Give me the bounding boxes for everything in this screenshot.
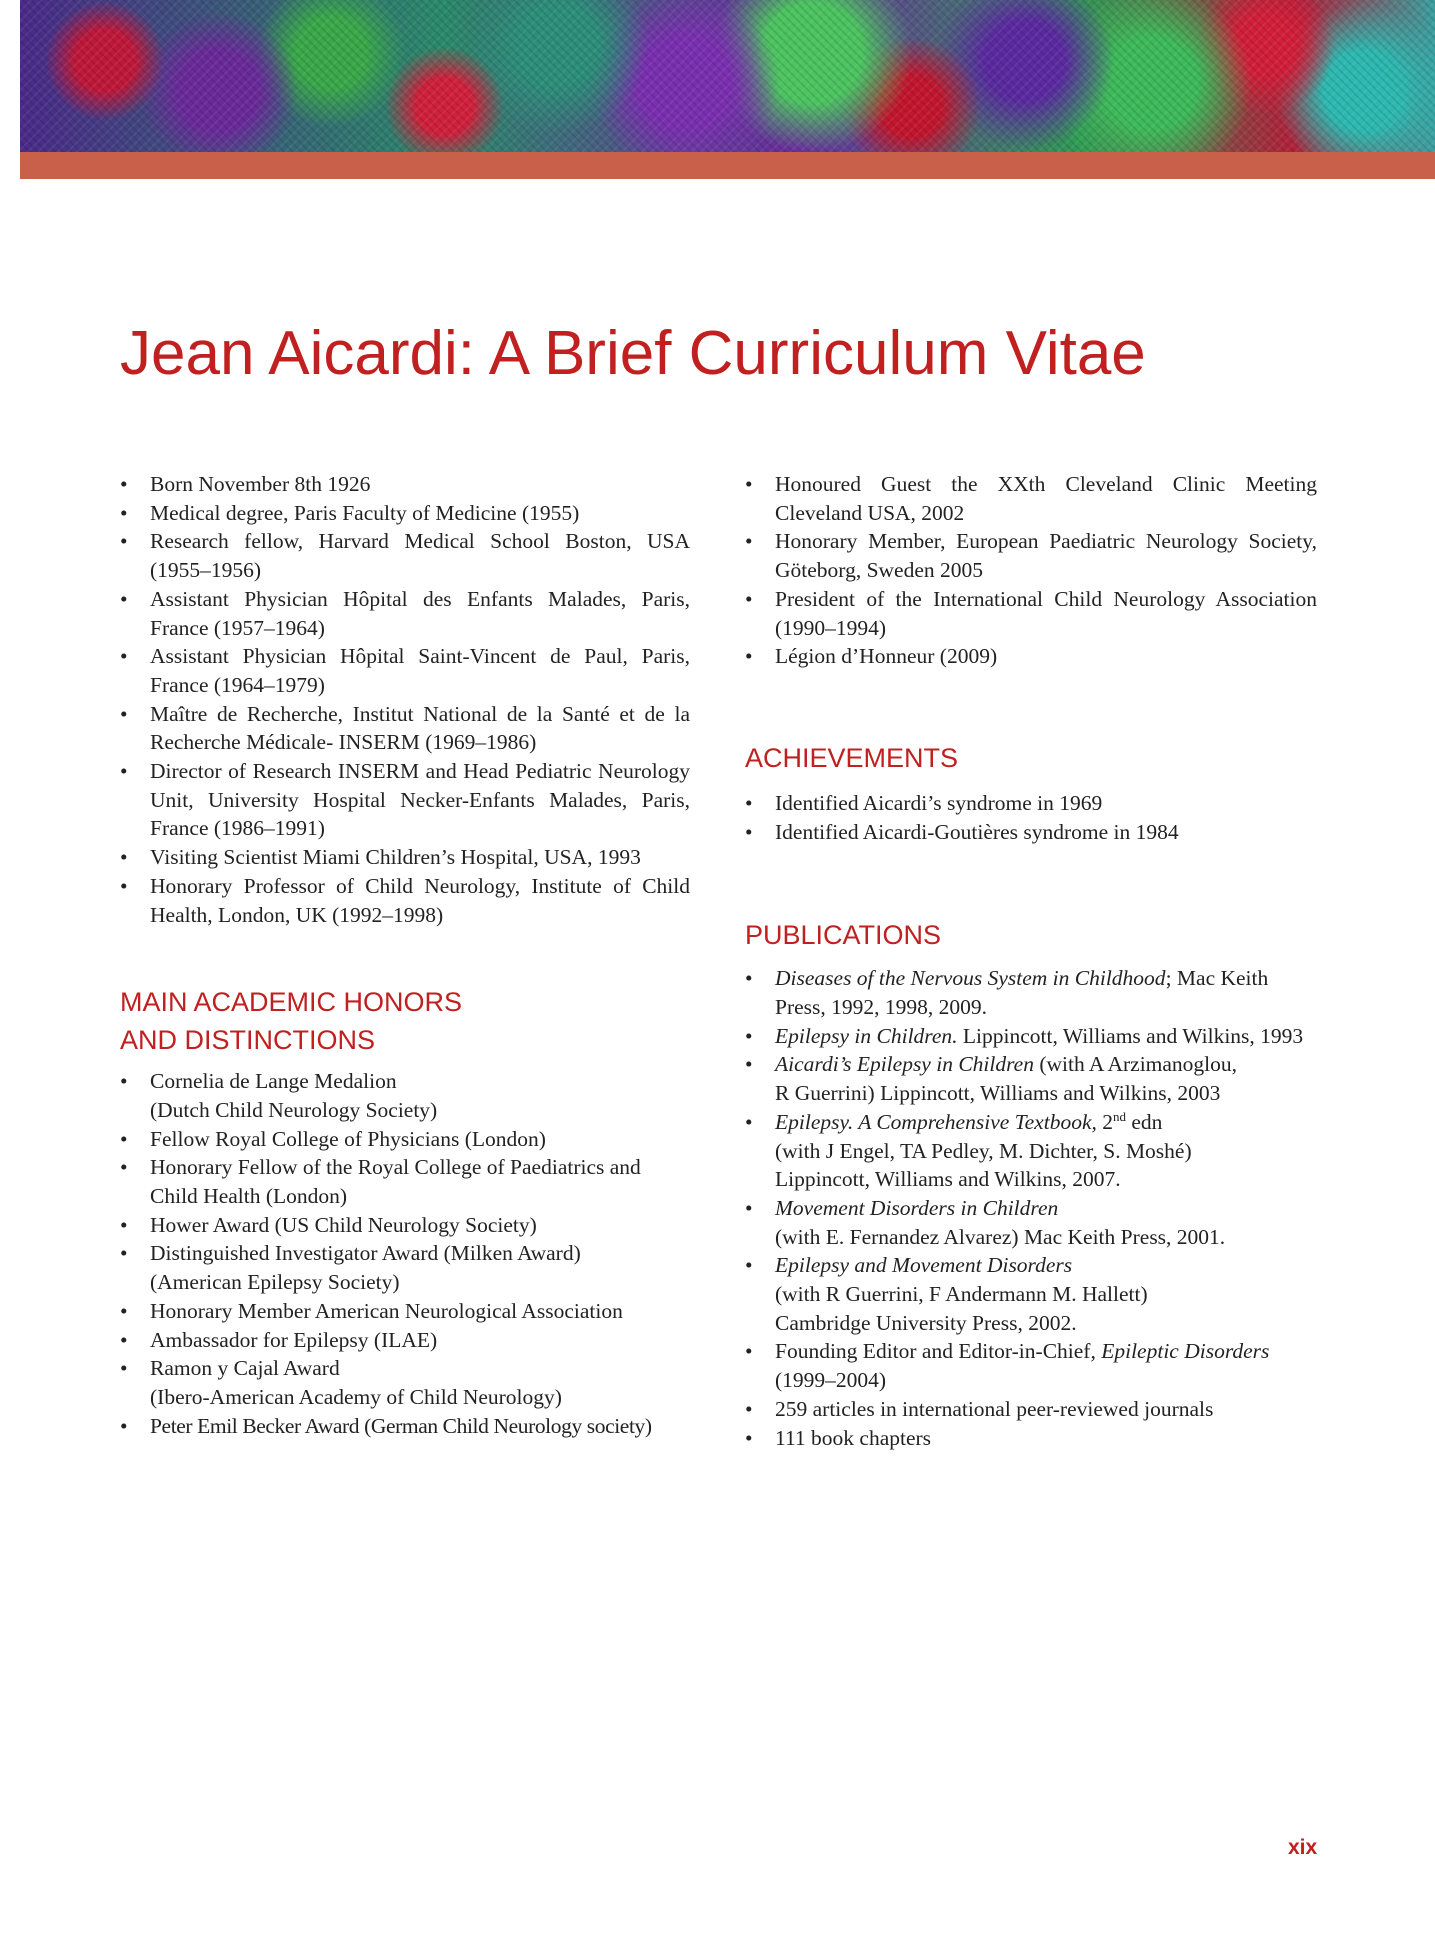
- list-item: [120, 1067, 690, 1124]
- item-line: Cambridge University Press, 2002.: [775, 1310, 1077, 1335]
- item-line: [775, 1194, 1317, 1223]
- item-line: [775, 1108, 1317, 1137]
- list-item: • Honoured Guest the XXth Cleveland Clinic Meeting Cleveland USA, 2002: [745, 470, 1317, 527]
- item-text: (with A Arzimanoglou,: [1033, 1052, 1238, 1077]
- item-line: (American Epilepsy Society): [150, 1270, 400, 1295]
- item-line: [775, 1022, 1317, 1051]
- item-line: [775, 964, 1317, 993]
- item-line: • Hower Award (US Child Neurology Society): [150, 1212, 537, 1237]
- list-item: [120, 1297, 690, 1326]
- publications-list: [745, 964, 1317, 1452]
- item-line: [775, 1050, 1317, 1079]
- list-item: • Honorary Member, European Paediatric Neurology Society, Göteborg, Sweden 2005: [745, 527, 1317, 584]
- item-line: • Honorary Fellow of the Royal College of Paediatrics and: [150, 1155, 641, 1180]
- book-title: Movement Disorders in Children: [775, 1195, 1059, 1220]
- item-line: • 259 articles in international peer-reviewed journals: [775, 1396, 1214, 1421]
- right-column: [745, 470, 1317, 1452]
- list-item: • Identified Aicardi’s syndrome in 1969: [745, 789, 1317, 818]
- item-line: Press, 1992, 1998, 2009.: [775, 995, 988, 1020]
- superscript: nd: [1113, 1108, 1126, 1124]
- item-line: R Guerrini) Lippincott, Williams and Wilkins, 2003: [775, 1081, 1221, 1106]
- list-item: • Assistant Physician Hôpital Saint-Vincent de Paul, Paris, France (1964–1979): [120, 642, 690, 699]
- list-item: • Assistant Physician Hôpital des Enfants Malades, Paris, France (1957–1964): [120, 585, 690, 642]
- list-item: • Identified Aicardi-Goutières syndrome in 1984: [745, 818, 1317, 847]
- list-item: • Visiting Scientist Miami Children’s Hospital, USA, 1993: [120, 843, 690, 872]
- item-text: ; Mac Keith: [1165, 966, 1269, 991]
- book-title: Epilepsy. A Comprehensive Textbook,: [775, 1109, 1097, 1134]
- item-text: Founding Editor and Editor-in-Chief,: [775, 1339, 1102, 1364]
- item-line: • Cornelia de Lange Medalion: [150, 1069, 397, 1094]
- list-item: [120, 1326, 690, 1355]
- item-line: [775, 1337, 1317, 1366]
- list-item: [745, 1108, 1317, 1194]
- item-line: • Fellow Royal College of Physicians (London): [150, 1126, 546, 1151]
- list-item: • Medical degree, Paris Faculty of Medicine (1955): [120, 499, 690, 528]
- item-text: edn: [1126, 1109, 1163, 1134]
- item-line: • Ramon y Cajal Award: [150, 1356, 340, 1381]
- item-text: 2: [1096, 1109, 1113, 1134]
- page-title: Jean Aicardi: A Brief Curriculum Vitae: [120, 319, 1146, 388]
- list-item: [745, 1395, 1317, 1424]
- item-line: (with R Guerrini, F Andermann M. Hallett): [775, 1282, 1148, 1307]
- list-item: • Légion d’Honneur (2009): [745, 642, 1317, 671]
- item-line: (with J Engel, TA Pedley, M. Dichter, S. Moshé): [775, 1138, 1192, 1163]
- list-item: [120, 1239, 690, 1296]
- list-item: [120, 1153, 690, 1210]
- header-stripe: [20, 152, 1435, 179]
- item-line: • Peter Emil Becker Award (German Child Neurology society): [150, 1413, 652, 1438]
- list-item: [120, 1354, 690, 1411]
- career-list: [120, 470, 690, 929]
- journal-title: Epileptic Disorders: [1101, 1339, 1270, 1364]
- achievements-heading: ACHIEVEMENTS: [745, 742, 959, 773]
- book-title: Epilepsy in Children.: [775, 1023, 958, 1048]
- honors-continued-list: [745, 470, 1317, 671]
- item-line: Lippincott, Williams and Wilkins, 2007.: [775, 1167, 1121, 1192]
- item-text: Lippincott, Williams and Wilkins, 1993: [957, 1023, 1304, 1048]
- item-line: [775, 1251, 1317, 1280]
- item-line: (Ibero-American Academy of Child Neurology): [150, 1384, 562, 1409]
- item-line: (Dutch Child Neurology Society): [150, 1097, 438, 1122]
- book-title: Aicardi’s Epilepsy in Children: [775, 1052, 1034, 1077]
- list-item: • Maître de Recherche, Institut National de la Santé et de la Recherche Médicale- INSERM (1969–1986): [120, 700, 690, 757]
- list-item: • President of the International Child Neurology Association (1990–1994): [745, 585, 1317, 642]
- item-line: (1999–2004): [775, 1368, 887, 1393]
- list-item: [745, 1424, 1317, 1453]
- item-line: • Ambassador for Epilepsy (ILAE): [150, 1327, 438, 1352]
- publications-heading: PUBLICATIONS: [745, 920, 942, 951]
- left-column: [120, 470, 690, 1440]
- list-item: • Research fellow, Harvard Medical School Boston, USA (1955–1956): [120, 527, 690, 584]
- list-item: [745, 964, 1317, 1021]
- list-item: [120, 1412, 690, 1441]
- honors-list: [120, 1067, 690, 1440]
- honors-heading: [120, 983, 690, 1059]
- item-line: • Distinguished Investigator Award (Milken Award): [150, 1241, 581, 1266]
- list-item: [745, 1251, 1317, 1337]
- item-line: (with E. Fernandez Alvarez) Mac Keith Press, 2001.: [775, 1224, 1226, 1249]
- list-item: [120, 1211, 690, 1240]
- page-number: xix: [1288, 1836, 1318, 1859]
- list-item: • Director of Research INSERM and Head Pediatric Neurology Unit, University Hospital Necker-Enfants Malades, Paris, France (1986–1991): [120, 757, 690, 843]
- list-item: • Honorary Professor of Child Neurology, Institute of Child Health, London, UK (1992–1998): [120, 872, 690, 929]
- header-banner-image: [20, 0, 1435, 152]
- item-line: Child Health (London): [150, 1184, 348, 1209]
- list-item: [745, 1022, 1317, 1051]
- list-item: [745, 1194, 1317, 1251]
- list-item: • Born November 8th 1926: [120, 470, 690, 499]
- book-title: Epilepsy and Movement Disorders: [775, 1253, 1073, 1278]
- book-title: Diseases of the Nervous System in Childhood: [775, 966, 1166, 991]
- list-item: [120, 1125, 690, 1154]
- list-item: [745, 1337, 1317, 1394]
- item-line: • Honorary Member American Neurological Association: [150, 1298, 623, 1323]
- achievements-list: [745, 789, 1317, 846]
- honors-heading-line: MAIN ACADEMIC HONORS: [120, 987, 463, 1018]
- item-line: • 111 book chapters: [775, 1425, 932, 1450]
- list-item: [745, 1050, 1317, 1107]
- honors-heading-line: AND DISTINCTIONS: [120, 1025, 376, 1056]
